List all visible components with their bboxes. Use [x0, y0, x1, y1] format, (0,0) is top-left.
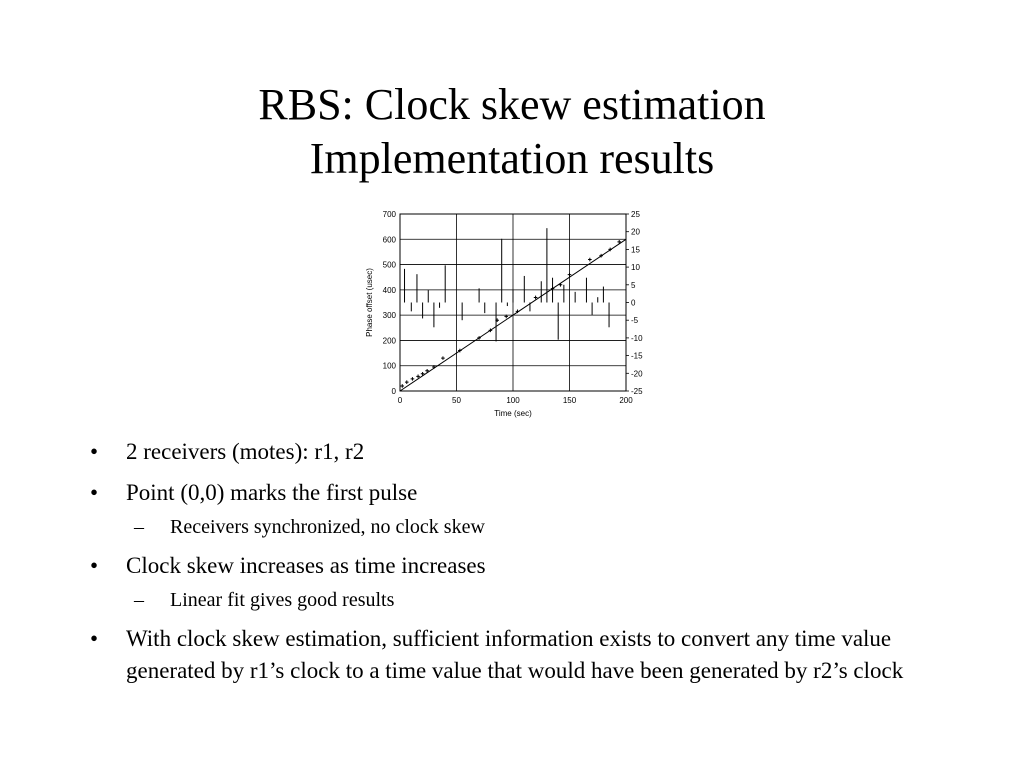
y-tick-label: 600: [382, 235, 396, 245]
x-tick-label: 100: [506, 396, 520, 405]
bullet-marker: •: [90, 439, 99, 464]
bullet-marker: •: [90, 626, 99, 651]
x-tick-label: 150: [562, 396, 577, 405]
bullet-list: [90, 436, 950, 687]
sub-bullet-linear-fit: [134, 586, 950, 614]
dash-marker: –: [134, 516, 144, 538]
data-point: [405, 380, 409, 384]
bullet-text: With clock skew estimation, sufficient information exists to convert any time value generated by r1’s clock to a time value that would have been generated by r2’s clock: [126, 626, 904, 683]
bullet-text: 2 receivers (motes): r1, r2: [126, 439, 365, 464]
bullet-skew-increases: [90, 550, 950, 582]
sub-bullet-text: Linear fit gives good results: [170, 589, 395, 611]
dash-marker: –: [134, 589, 144, 611]
bullet-first-pulse: [90, 477, 950, 509]
x-tick-label: 50: [452, 396, 461, 405]
data-point: [588, 258, 592, 262]
bullet-marker: •: [90, 480, 99, 505]
x-tick-label: 0: [397, 396, 403, 405]
chart-svg: [360, 206, 650, 422]
y2-tick-label: -5: [631, 316, 639, 326]
y-tick-label: 200: [382, 336, 396, 346]
y-tick-label: 100: [382, 361, 396, 371]
x-axis-label: Time (sec): [494, 409, 532, 418]
y2-tick-label: -25: [631, 387, 643, 396]
bullet-text: Point (0,0) marks the first pulse: [126, 480, 418, 505]
y2-tick-label: -15: [631, 351, 643, 361]
y2-tick-label: 10: [631, 263, 640, 273]
y-tick-label: 300: [382, 311, 396, 321]
y2-tick-label: -10: [631, 333, 643, 343]
y2-tick-label: 25: [631, 210, 640, 219]
bullet-text: Clock skew increases as time increases: [126, 553, 486, 578]
data-point: [411, 377, 415, 381]
slide-title-line-1: RBS: Clock skew estimation: [258, 80, 766, 129]
bullet-conversion: [90, 623, 950, 687]
bullet-receivers: [90, 436, 950, 468]
data-point: [400, 384, 404, 388]
data-point: [441, 356, 445, 360]
sub-bullet-synchronized: [134, 513, 950, 541]
y2-tick-label: 20: [631, 227, 640, 237]
slide-title: [0, 78, 1024, 186]
y2-tick-label: 0: [631, 298, 636, 308]
y-tick-label: 700: [382, 210, 396, 219]
clock-skew-chart: [360, 206, 650, 422]
y2-tick-label: -20: [631, 369, 643, 379]
y-axis-label: Phase offset (usec): [365, 268, 374, 337]
y-tick-label: 500: [382, 260, 396, 270]
y2-tick-label: 15: [631, 245, 640, 255]
slide-title-line-2: Implementation results: [309, 134, 715, 183]
sub-bullet-text: Receivers synchronized, no clock skew: [170, 516, 485, 538]
y2-tick-label: 5: [631, 280, 636, 290]
bullet-marker: •: [90, 553, 99, 578]
y-tick-label: 400: [382, 285, 396, 295]
x-tick-label: 200: [619, 396, 633, 405]
y-tick-label: 0: [391, 387, 396, 396]
